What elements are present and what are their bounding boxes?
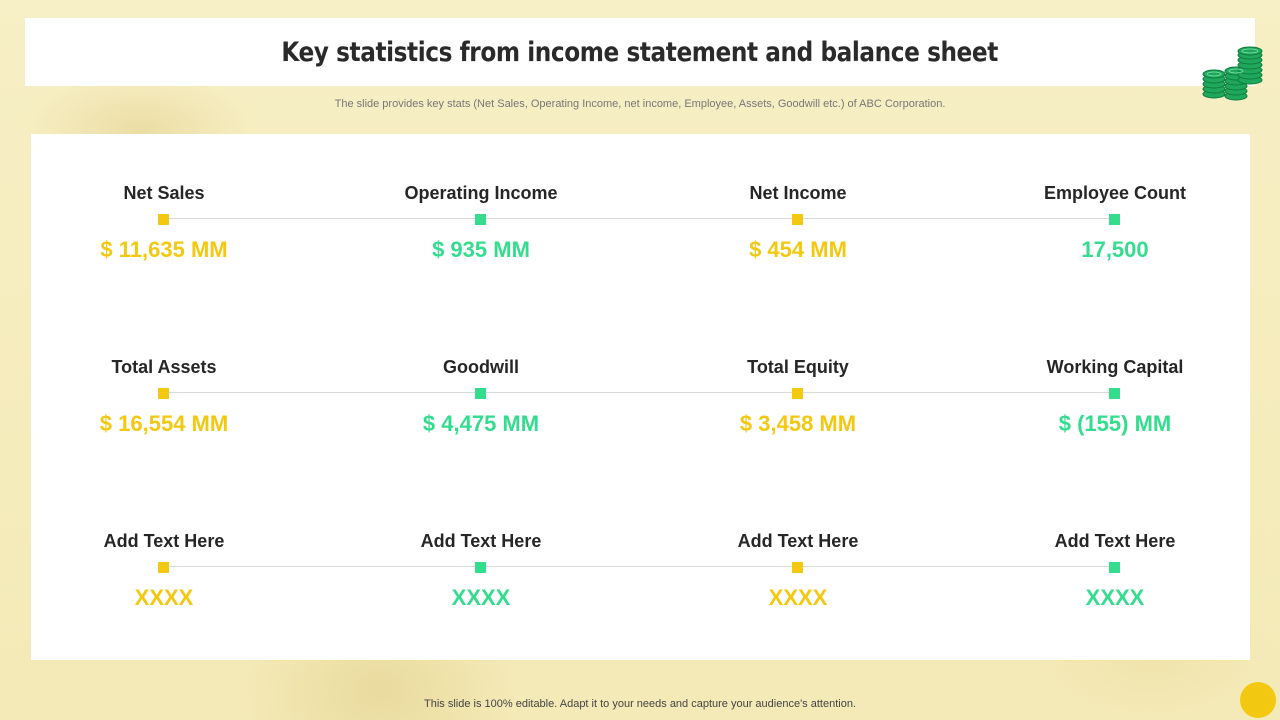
stat-value: XXXX — [768, 585, 828, 610]
stat-marker — [158, 214, 169, 225]
stat-label: Add Text Here — [1054, 531, 1176, 551]
stat-marker — [1109, 562, 1120, 573]
row-divider-line — [164, 392, 1115, 393]
stat-value: XXXX — [451, 585, 511, 610]
stat-marker — [158, 562, 169, 573]
stat-label: Total Assets — [111, 357, 217, 377]
stat-working-capital — [995, 356, 1235, 436]
stat-goodwill — [361, 356, 601, 436]
stats-row-1 — [31, 134, 1250, 262]
stat-placeholder-2 — [361, 530, 601, 610]
stat-label: Net Sales — [123, 183, 205, 203]
stat-placeholder-1 — [44, 530, 284, 610]
stat-placeholder-4 — [995, 530, 1235, 610]
slide-subtitle: The slide provides key stats (Net Sales, Operating Income, net income, Employee, Assets, Goodwill etc.) of ABC Corporation. — [334, 98, 946, 110]
stat-marker — [1109, 214, 1120, 225]
slide-title: Key statistics from income statement and balance sheet — [281, 36, 999, 68]
stats-panel — [31, 134, 1250, 660]
stat-label: Working Capital — [1046, 357, 1184, 377]
stat-value: $ 4,475 MM — [422, 411, 540, 436]
stat-value: $ 454 MM — [749, 237, 847, 262]
row-divider-line — [164, 218, 1115, 219]
stat-marker — [792, 562, 803, 573]
stat-total-assets — [44, 356, 284, 436]
stat-value: XXXX — [134, 585, 194, 610]
coin-stack-icon — [1200, 46, 1272, 102]
stat-value: 17,500 — [1081, 237, 1149, 262]
stat-label: Add Text Here — [737, 531, 859, 551]
stat-net-sales — [44, 182, 284, 262]
stat-value: $ 3,458 MM — [739, 411, 857, 436]
stat-marker — [792, 388, 803, 399]
title-bar — [25, 18, 1255, 86]
stat-label: Goodwill — [443, 357, 519, 377]
row-divider-line — [164, 566, 1115, 567]
stat-marker — [475, 388, 486, 399]
stat-marker — [1109, 388, 1120, 399]
stat-value: $ (155) MM — [1058, 411, 1172, 436]
stat-net-income — [678, 182, 918, 262]
stat-value: XXXX — [1085, 585, 1145, 610]
stats-row-2 — [31, 308, 1250, 436]
stat-total-equity — [678, 356, 918, 436]
stat-operating-income — [361, 182, 601, 262]
stat-value: $ 11,635 MM — [100, 237, 228, 262]
stat-value: $ 935 MM — [432, 237, 530, 262]
stat-marker — [475, 214, 486, 225]
circle-dot-icon — [1240, 682, 1276, 718]
stat-label: Add Text Here — [103, 531, 225, 551]
stat-marker — [158, 388, 169, 399]
stat-label: Operating Income — [404, 183, 558, 203]
stat-label: Net Income — [749, 183, 847, 203]
stat-marker — [475, 562, 486, 573]
slide-footer: This slide is 100% editable. Adapt it to your needs and capture your audience's attention. — [424, 698, 856, 710]
stat-label: Employee Count — [1043, 183, 1186, 203]
stat-marker — [792, 214, 803, 225]
stat-label: Add Text Here — [420, 531, 542, 551]
stat-value: $ 16,554 MM — [99, 411, 229, 436]
stat-employee-count — [995, 182, 1235, 262]
stats-row-3 — [31, 482, 1250, 610]
stat-label: Total Equity — [747, 357, 849, 377]
stat-placeholder-3 — [678, 530, 918, 610]
